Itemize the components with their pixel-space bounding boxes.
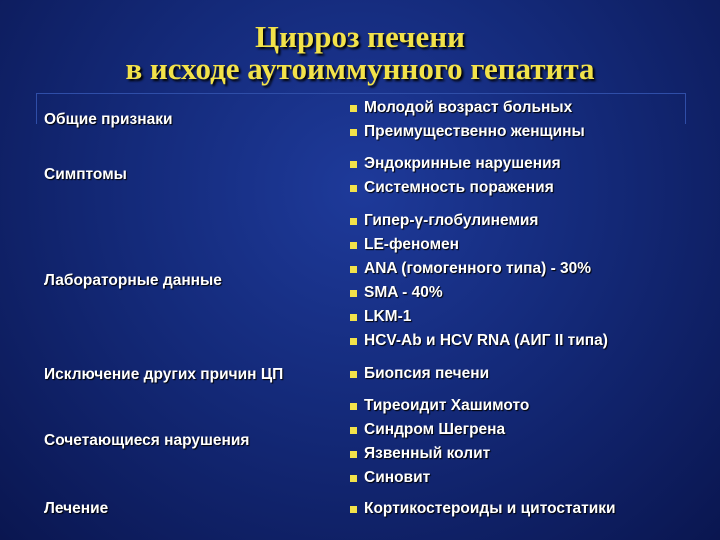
square-bullet-icon [350, 266, 357, 273]
list-item: Тиреоидит Хашимото [350, 394, 529, 418]
row-label-treatment: Лечение [44, 500, 109, 517]
square-bullet-icon [350, 338, 357, 345]
list-item: Язвенный колит [350, 442, 490, 466]
square-bullet-icon [350, 451, 357, 458]
list-item: ANA (гомогенного типа) - 30% [350, 257, 591, 281]
square-bullet-icon [350, 185, 357, 192]
list-item: HCV-Ab и HCV RNA (АИГ II типа) [350, 329, 608, 353]
list-item: LKM-1 [350, 305, 411, 329]
square-bullet-icon [350, 129, 357, 136]
slide-title-line-1: Цирроз печени [255, 19, 465, 54]
list-item: Синдром Шегрена [350, 418, 505, 442]
square-bullet-icon [350, 427, 357, 434]
square-bullet-icon [350, 314, 357, 321]
list-item: LE-феномен [350, 233, 459, 257]
square-bullet-icon [350, 403, 357, 410]
list-item: Кортикостероиды и цитостатики [350, 497, 616, 521]
square-bullet-icon [350, 161, 357, 168]
square-bullet-icon [350, 290, 357, 297]
row-label-associated: Сочетающиеся нарушения [44, 432, 250, 449]
square-bullet-icon [350, 475, 357, 482]
square-bullet-icon [350, 242, 357, 249]
square-bullet-icon [350, 218, 357, 225]
list-item: Преимущественно женщины [350, 120, 585, 144]
list-item: Эндокринные нарушения [350, 152, 561, 176]
square-bullet-icon [350, 506, 357, 513]
list-item: Биопсия печени [350, 362, 489, 386]
list-item: Молодой возраст больных [350, 96, 572, 120]
row-label-exclusion: Исключение других причин ЦП [44, 366, 284, 383]
square-bullet-icon [350, 105, 357, 112]
list-item: Гипер-γ-глобулинемия [350, 209, 538, 233]
list-item: Синовит [350, 466, 430, 490]
list-item: Системность поражения [350, 176, 554, 200]
list-item: SMA - 40% [350, 281, 443, 305]
row-label-general: Общие признаки [44, 111, 173, 128]
row-label-lab-data: Лабораторные данные [44, 272, 222, 289]
row-label-symptoms: Симптомы [44, 166, 127, 183]
square-bullet-icon [350, 371, 357, 378]
slide-title-line-2: в исходе аутоиммунного гепатита [125, 51, 595, 86]
